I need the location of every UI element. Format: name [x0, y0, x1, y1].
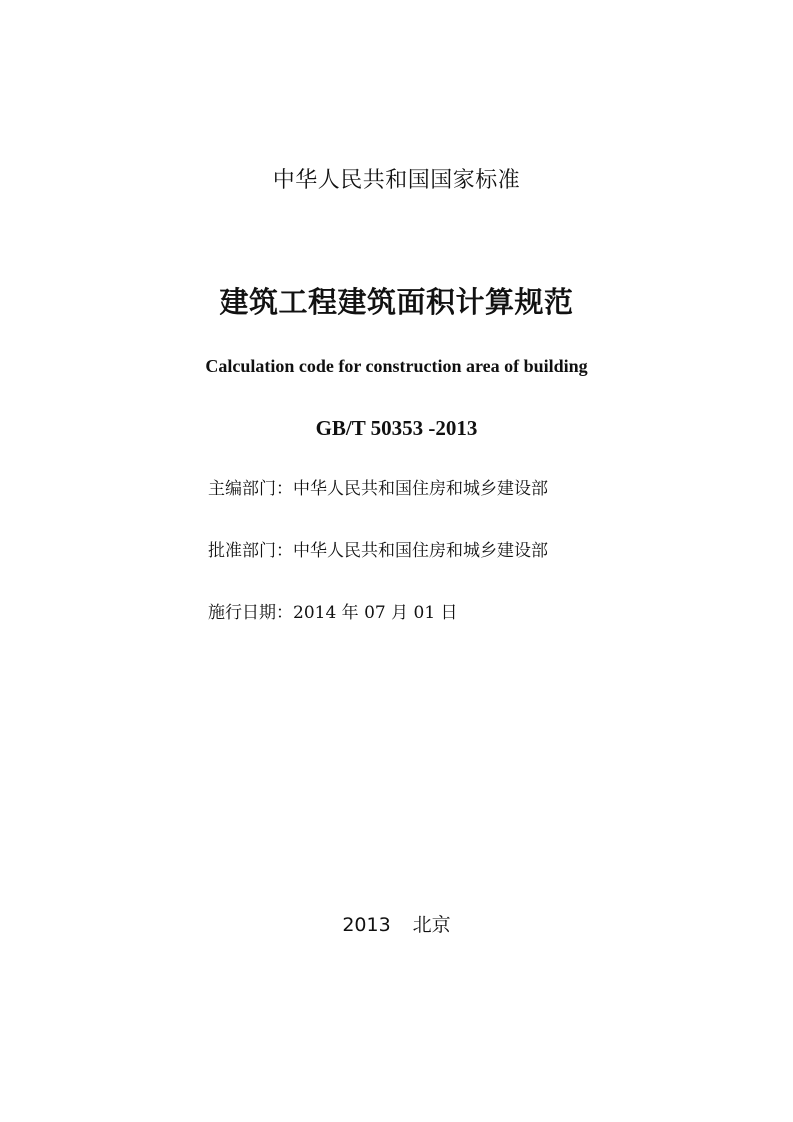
effective-date-label: 施行日期： — [208, 603, 293, 623]
publication-city: 北京 — [412, 914, 451, 936]
chief-editor-label: 主编部门： — [208, 479, 293, 499]
approval-label: 批准部门： — [208, 541, 293, 561]
effective-date-value: 2014 年 07 月 01 日 — [293, 603, 458, 623]
chief-editor-line — [208, 477, 548, 501]
standard-code: GB/T 50353 -2013 — [315, 416, 478, 440]
publication-year: 2013 — [342, 914, 391, 936]
effective-date-line — [208, 601, 458, 625]
publication-footer — [0, 912, 793, 938]
chinese-title: 建筑工程建筑面积计算规范 — [219, 285, 574, 319]
chief-editor-value: 中华人民共和国住房和城乡建设部 — [293, 479, 548, 499]
english-title: Calculation code for construction area of building — [205, 356, 588, 376]
approval-value: 中华人民共和国住房和城乡建设部 — [293, 541, 548, 561]
issuer-heading: 中华人民共和国国家标准 — [272, 168, 521, 193]
approval-line — [208, 539, 548, 563]
